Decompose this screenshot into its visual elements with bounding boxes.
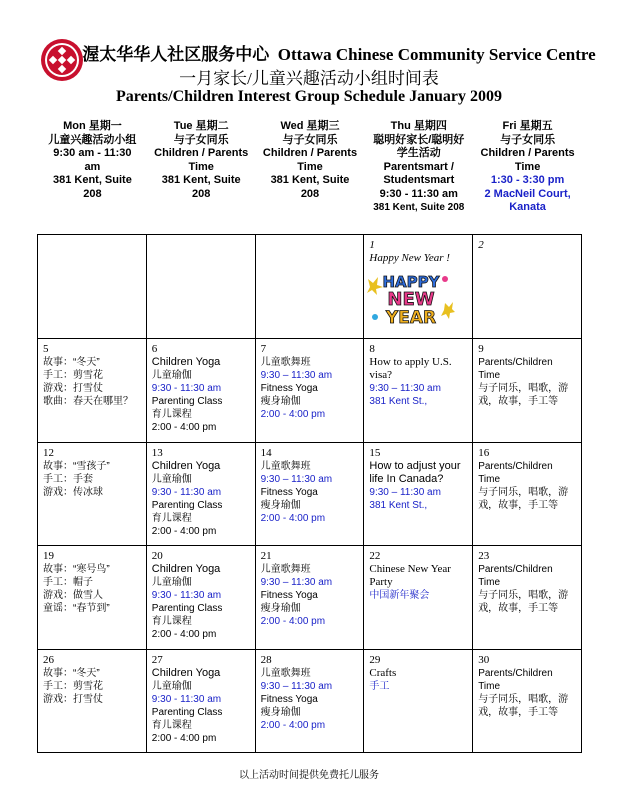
event-line: Crafts [369,667,397,679]
calendar-cell-fri [473,339,582,443]
event-line: 与子同乐，唱歌，游 [478,383,569,394]
event-line: 育儿课程 [151,409,192,420]
calendar-week [38,443,582,546]
calendar-cell-wed [255,339,364,443]
event-line: Party [369,576,393,588]
calendar-cell-fri [473,443,582,546]
calendar-cell-empty [255,235,364,339]
event-time: 2:00 - 4:00 pm [260,616,326,627]
event-line: Time [478,370,501,381]
event-line: Parenting Class [151,396,223,407]
day-line: 9:30 am - 11:30 [53,147,132,159]
day-line: 208 [83,187,102,200]
calendar-cell-thu [364,443,473,546]
footer-note: 以上活动时间提供免费托儿服务 [239,770,379,781]
day-header-wed [256,120,365,215]
calendar-cell-tue [146,546,255,650]
event-text: Happy New Year ! [369,252,450,264]
event-line: 育儿课程 [151,616,192,627]
event-line: 儿童瑜伽 [151,577,192,588]
date-number: 13 [151,447,163,459]
event-line: 手工：剪雪花 [43,681,103,692]
day-line: Children / Parents [262,147,358,159]
day-header-tue [147,120,256,215]
day-line: 381 Kent, Suite [270,174,350,186]
event-time: 2:00 - 4:00 pm [260,720,326,731]
day-header-mon [38,120,147,215]
event-line: Parents/Children [478,357,553,368]
event-line: Chinese New Year [369,563,451,575]
date-number: 12 [43,447,54,459]
event-time: 9:30 - 11:30 am [151,383,222,394]
event-line: 儿童歌舞班 [260,564,311,575]
day-headers [38,120,582,215]
event-line: How to apply U.S. [369,356,452,368]
day-line: 与子女同乐 [173,133,229,146]
day-header-fri [473,120,582,215]
calendar-cell-mon [38,546,147,650]
date-number: 22 [369,550,381,562]
event-line: 与子同乐，唱歌，游 [478,694,569,705]
event-line: Children Yoga [151,563,221,575]
calendar-cell-tue [146,339,255,443]
event-line: 中国新年聚会 [369,590,430,601]
day-line: 208 [192,187,211,200]
event-line: 歌曲：春天在哪里？ [43,396,133,407]
ny-word: YEAR [386,308,437,327]
calendar-cell-tue [146,443,255,546]
day-line: 208 [300,187,320,200]
calendar-cell-wed [255,650,364,753]
day-header-thu [364,120,473,215]
event-line: Children Yoga [151,460,221,472]
day-line: am [84,160,101,173]
date-number: 1 [369,239,375,251]
calendar-cell-wed [255,443,364,546]
date-number: 7 [260,343,267,355]
day-line: Children / Parents [154,147,249,159]
event-line: Fitness Yoga [260,694,318,705]
calendar-grid [37,234,582,753]
calendar-cell-empty [38,235,147,339]
event-time: 9:30 - 11:30 am [151,694,222,705]
event-line: 故事：“冬天” [43,357,100,368]
date-number: 29 [369,654,381,666]
event-line: 童谣：“春节到” [43,603,110,614]
event-line: 游戏：打雪仗 [43,694,103,705]
calendar-week [38,235,582,339]
event-line: Parents/Children [478,564,553,575]
event-line: 儿童歌舞班 [260,461,311,472]
calendar-cell-thu [364,235,473,339]
event-line: 瘦身瑜伽 [260,707,301,718]
date-number: 20 [151,550,163,562]
calendar-cell-fri [473,235,582,339]
event-line: Fitness Yoga [260,590,318,601]
subtitle-english: Parents/Children Interest Group Schedule January 2009 [116,88,502,105]
event-line: Fitness Yoga [260,487,318,498]
calendar-cell-thu [364,650,473,753]
calendar-cell-empty [146,235,255,339]
event-time: 9:30 – 11:30 am [369,487,441,498]
event-line: visa? [369,369,392,381]
day-line: Studentsmart [383,174,455,186]
event-line: Children Yoga [151,667,221,679]
date-number: 8 [369,343,375,355]
date-number: 15 [369,447,381,459]
ny-word: NEW [387,289,435,310]
date-number: 14 [260,447,272,459]
date-number: 19 [43,550,54,562]
day-line: 与子女同乐 [282,133,338,146]
day-line: 学生活动 [396,147,441,159]
calendar-cell-thu [364,339,473,443]
day-name: Wed 星期三 [280,120,340,132]
day-line: 9:30 - 11:30 am [379,187,458,200]
ny-word: HAPPY [382,273,440,291]
date-number: 26 [43,654,54,666]
calendar-cell-thu [364,546,473,650]
event-time: 2:00 - 4:00 pm [260,513,326,524]
date-number: 21 [260,550,272,562]
date-number: 16 [478,447,490,459]
event-line: 儿童歌舞班 [260,668,311,679]
event-line: Parents/Children [478,461,553,472]
event-line: 故事：“冬天” [43,668,100,679]
event-line: life In Canada? [369,473,444,485]
event-line: 瘦身瑜伽 [260,500,301,511]
day-line: Parentsmart / [383,160,454,173]
event-line: 儿童瑜伽 [151,474,192,485]
day-line: 儿童兴趣活动小组 [48,133,137,146]
event-line: Parenting Class [151,603,223,614]
calendar-week [38,546,582,650]
event-line: Parenting Class [151,707,223,718]
day-line: 与子女同乐 [500,133,556,146]
event-line: 育儿课程 [151,720,192,731]
event-time: 9:30 - 11:30 am [151,590,222,601]
event-time: 9:30 – 11:30 am [260,370,333,381]
day-line: 381 Kent, Suite 208 [373,202,465,213]
happy-new-year-icon [365,269,455,327]
event-line: 与子同乐，唱歌，游 [478,487,569,498]
event-line: 戏，故事，手工等 [478,603,559,614]
event-line: Parenting Class [151,500,223,511]
day-line: Kanata [509,201,546,213]
calendar-week [38,650,582,753]
day-line: 381 Kent, Suite [52,174,132,186]
calendar-cell-mon [38,339,147,443]
event-line: 故事：“寒号鸟” [43,564,110,575]
event-line: Parents/Children [478,668,553,679]
event-line: 故事：“雪孩子” [43,461,110,472]
day-line: 381 Kent, Suite [161,174,241,186]
event-line: 游戏：打雪仗 [43,383,103,394]
event-time: 9:30 – 11:30 am [260,681,333,692]
event-line: 与子同乐，唱歌，游 [478,590,569,601]
day-name: Fri 星期五 [502,120,553,132]
calendar-cell-mon [38,443,147,546]
date-number: 23 [478,550,490,562]
event-line: 儿童瑜伽 [151,370,192,381]
day-line: 聪明好家长/聪明好 [373,133,465,146]
event-line: 戏，故事，手工等 [478,500,559,511]
day-name: Mon 星期一 [63,120,122,132]
day-name: Tue 星期二 [173,120,229,132]
centre-name-english: Ottawa Chinese Community Service Centre [277,45,596,64]
day-line: Children / Parents [480,147,575,159]
date-number: 27 [151,654,163,666]
event-time: 2:00 - 4:00 pm [151,629,217,640]
date-number: 6 [151,343,158,355]
page-title [0,40,618,65]
event-time: 9:30 – 11:30 am [260,577,333,588]
event-line: 戏，故事，手工等 [478,707,559,718]
event-time: 2:00 - 4:00 pm [151,422,217,433]
day-line: Time [297,160,323,173]
date-number: 2 [478,239,484,251]
day-line: 2 MacNeil Court, [484,187,571,200]
day-name: Thu 星期四 [390,120,447,132]
event-line: Time [478,577,501,588]
date-number: 30 [478,654,490,666]
calendar-cell-tue [146,650,255,753]
event-line: 游戏：传冰球 [43,487,103,498]
centre-name-chinese: 渥太华华人社区服务中心 [82,45,270,64]
event-line: 游戏：做雪人 [43,590,103,601]
event-line: 儿童瑜伽 [151,681,192,692]
event-line: 手工：手套 [43,474,93,485]
event-time: 9:30 – 11:30 am [369,383,441,394]
event-location: 381 Kent St., [369,396,428,407]
event-time: 2:00 - 4:00 pm [151,733,217,744]
event-line: Fitness Yoga [260,383,318,394]
day-line: 1:30 - 3:30 pm [490,174,565,186]
event-line: How to adjust your [369,460,461,472]
event-line: 瘦身瑜伽 [260,603,301,614]
event-line: 手工 [369,681,390,692]
event-line: 儿童歌舞班 [260,357,311,368]
calendar-week [38,339,582,443]
event-time: 9:30 - 11:30 am [151,487,222,498]
calendar-cell-fri [473,546,582,650]
subtitle-chinese: 一月家长/儿童兴趣活动小组时间表 [179,69,439,88]
event-time: 2:00 - 4:00 pm [260,409,326,420]
event-line: 育儿课程 [151,513,192,524]
event-line: 手工：剪雪花 [43,370,103,381]
event-location: 381 Kent St., [369,500,428,511]
calendar-cell-mon [38,650,147,753]
event-time: 9:30 – 11:30 am [260,474,333,485]
date-number: 28 [260,654,272,666]
event-line: Time [478,681,501,692]
calendar-cell-wed [255,546,364,650]
event-line: 手工：帽子 [43,577,93,588]
day-line: Time [188,160,214,173]
date-number: 9 [478,343,484,355]
event-line: 瘦身瑜伽 [260,396,301,407]
event-time: 2:00 - 4:00 pm [151,526,217,537]
day-line: Time [514,160,541,173]
calendar-cell-fri [473,650,582,753]
event-line: Children Yoga [151,356,221,368]
event-line: Time [478,474,501,485]
event-line: 戏，故事，手工等 [478,396,559,407]
date-number: 5 [43,343,49,355]
